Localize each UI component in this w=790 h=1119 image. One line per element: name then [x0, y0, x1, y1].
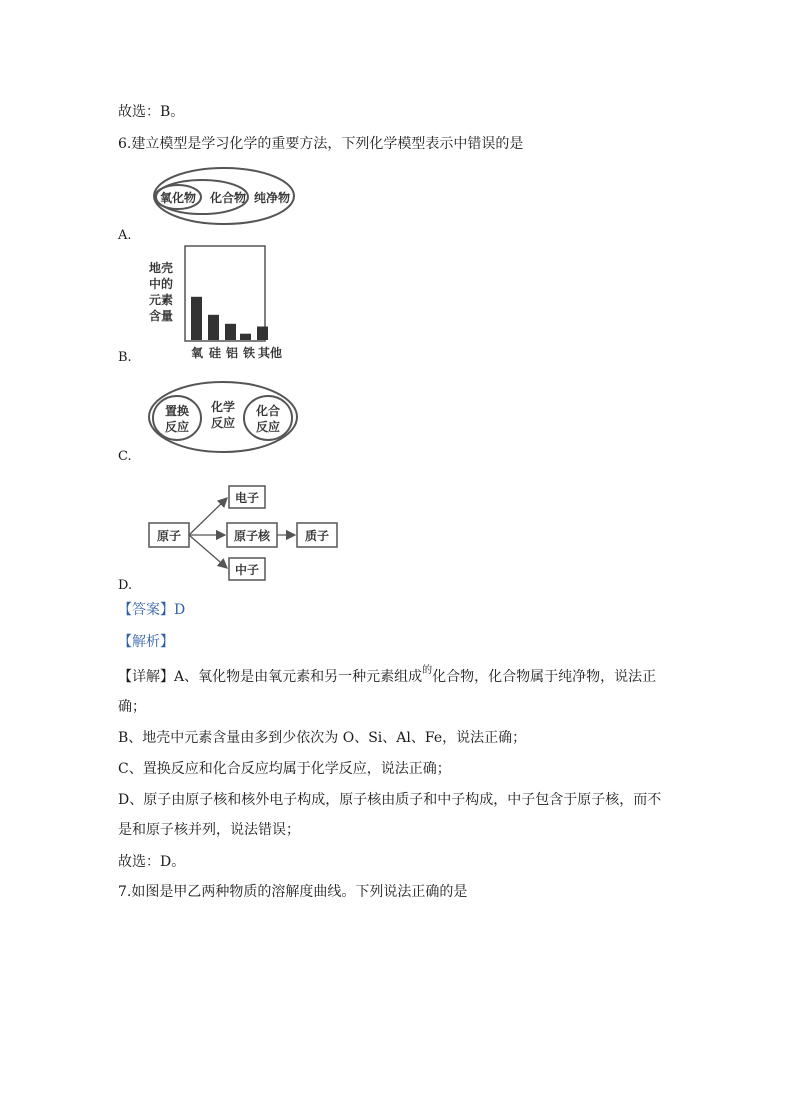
- fig-c-right-line-1: 化合: [255, 404, 281, 418]
- fig-a-outer-label: 纯净物: [253, 191, 291, 205]
- fig-b-bar-iron: [240, 334, 251, 340]
- answer-line: 【答案】D: [118, 602, 186, 618]
- detail-a-text-1: 【详解】A、氧化物是由氧元素和另一种元素组成: [118, 669, 423, 685]
- detail-a-line-2: 确；: [118, 699, 146, 715]
- fig-b-ylabel-3: 元素: [148, 293, 174, 307]
- figure-b-bar-chart: [145, 243, 285, 365]
- previous-answer-line: 故选：B。: [118, 104, 185, 120]
- fig-b-ylabel-4: 含量: [148, 309, 174, 323]
- fig-b-bar-oxygen: [191, 297, 202, 340]
- option-d-label: D.: [118, 578, 133, 593]
- fig-d-nucleus: 原子核: [233, 529, 271, 543]
- question-7-stem: 7.如图是甲乙两种物质的溶解度曲线。下列说法正确的是: [118, 884, 468, 900]
- fig-b-cat-aluminium: 铝: [225, 346, 239, 360]
- fig-b-bar-other: [257, 327, 268, 341]
- fig-b-cat-other: 其他: [257, 346, 283, 360]
- figure-a-nested-ellipses: [150, 163, 310, 227]
- fig-a-middle-label: 化合物: [209, 191, 247, 205]
- fig-c-left-line-1: 置换: [164, 404, 190, 418]
- detail-a-superscript: 的: [422, 665, 433, 676]
- fig-b-cat-silicon: 硅: [208, 346, 222, 360]
- fig-c-left-line-2: 反应: [164, 420, 190, 434]
- analysis-heading: 【解析】: [118, 634, 174, 650]
- fig-b-ylabel-2: 中的: [148, 277, 174, 291]
- fig-d-atom: 原子: [156, 529, 182, 543]
- detail-c-line: C、置换反应和化合反应均属于化学反应，说法正确；: [118, 761, 451, 777]
- figure-d-atom-structure: [145, 480, 345, 582]
- fig-b-cat-oxygen: 氧: [190, 346, 204, 360]
- fig-b-cat-iron: 铁: [242, 346, 256, 360]
- detail-a-text-2: 化合物，化合物属于纯净物，说法正: [432, 669, 657, 685]
- fig-c-center-line-1: 化学: [210, 400, 236, 414]
- fig-b-ylabel-1: 地壳: [148, 261, 174, 275]
- fig-c-right-line-2: 反应: [255, 420, 281, 434]
- figure-c-reaction-ellipses: [145, 378, 305, 460]
- fig-a-inner-label: 氧化物: [159, 191, 197, 205]
- option-c-label: C.: [118, 449, 132, 464]
- fig-d-neutron: 中子: [234, 563, 260, 577]
- fig-c-center-line-2: 反应: [210, 416, 236, 430]
- fig-d-electron: 电子: [234, 491, 260, 505]
- fig-d-proton: 质子: [304, 529, 330, 543]
- detail-a-line-1: [118, 667, 656, 687]
- option-a-label: A.: [118, 228, 132, 243]
- option-b-label: B.: [118, 350, 132, 365]
- fig-b-bar-aluminium: [225, 324, 236, 340]
- detail-d-line-2: 是和原子核并列，说法错误；: [118, 822, 300, 838]
- conclusion-line: 故选：D。: [118, 854, 186, 870]
- question-6-stem: 6.建立模型是学习化学的重要方法，下列化学模型表示中错误的是: [118, 136, 524, 152]
- fig-b-bar-silicon: [208, 315, 219, 340]
- detail-d-line-1: D、原子由原子核和核外电子构成，原子核由质子和中子构成，中子包含于原子核，而不: [118, 792, 662, 808]
- detail-b-line: B、地壳中元素含量由多到少依次为 O、Si、Al、Fe，说法正确；: [118, 730, 527, 746]
